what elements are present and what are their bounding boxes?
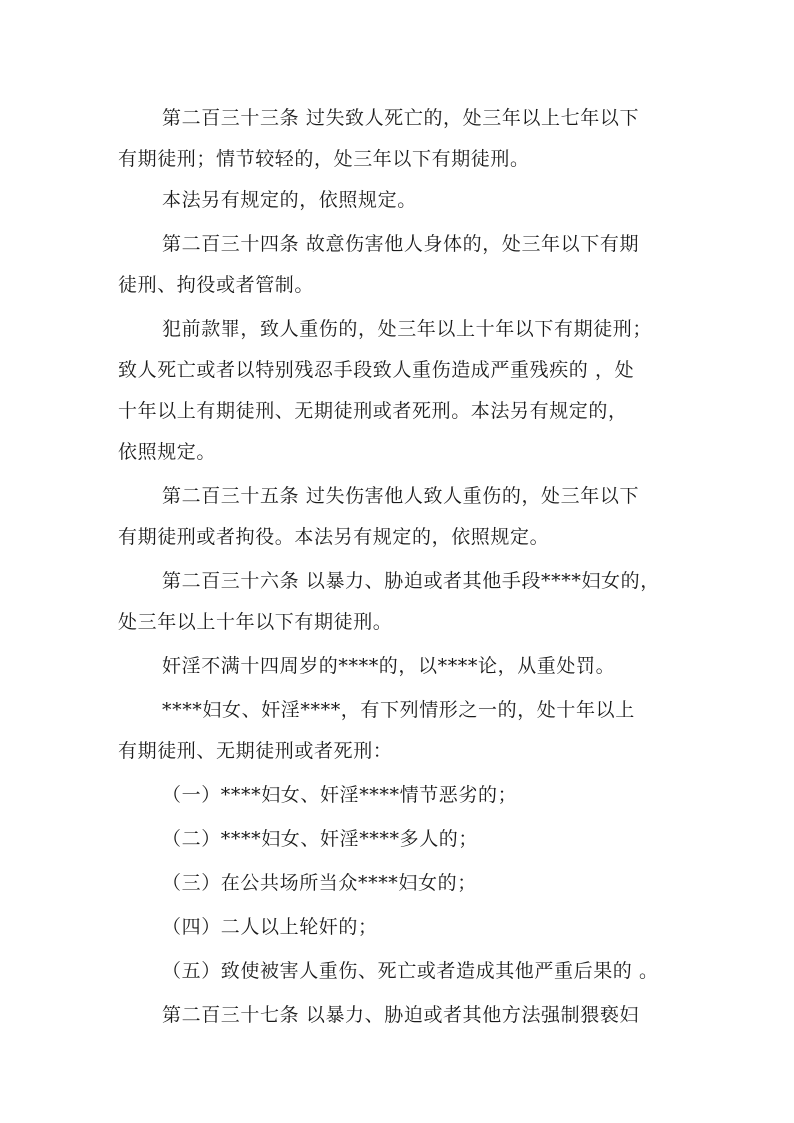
article-234-paragraph-2-line-1: 犯前款罪，致人重伤的，处三年以上十年以下有期徒刑；: [162, 318, 653, 340]
article-234-paragraph-2-line-4: 依照规定。: [118, 441, 217, 463]
article-236-item-5: （五）致使被害人重伤、死亡或者造成其他严重后果的 。: [162, 960, 659, 982]
article-236-item-1: （一）****妇女、奸淫****情节恶劣的；: [162, 784, 518, 806]
article-234-paragraph-2-line-2: 致人死亡或者以特别残忍手段致人重伤造成严重残疾的 ，处: [118, 359, 635, 381]
article-236-item-2: （二）****妇女、奸淫****多人的；: [162, 828, 479, 850]
article-236-paragraph-2: 奸淫不满十四周岁的****的，以****论，从重处罚。: [162, 655, 616, 677]
article-235-line-2: 有期徒刑或者拘役。本法另有规定的，依照规定。: [118, 526, 550, 548]
article-236-line-2: 处三年以上十年以下有期徒刑。: [118, 611, 393, 633]
article-233-line-2: 有期徒刑；情节较轻的，处三年以下有期徒刑。: [118, 148, 530, 170]
article-234-paragraph-2-line-3: 十年以上有期徒刑、无期徒刑或者死刑。本法另有规定的，: [118, 400, 628, 422]
article-236-item-4: （四）二人以上轮奸的；: [162, 916, 378, 938]
article-234-line-2: 徒刑、拘役或者管制。: [118, 274, 315, 296]
article-233-line-1: 第二百三十三条 过失致人死亡的，处三年以上七年以下: [162, 107, 640, 129]
article-233-paragraph-2: 本法另有规定的，依照规定。: [162, 189, 417, 211]
article-235-line-1: 第二百三十五条 过失伤害他人致人重伤的，处三年以下: [162, 485, 640, 507]
article-234-line-1: 第二百三十四条 故意伤害他人身体的，处三年以下有期: [162, 233, 640, 255]
article-236-item-3: （三）在公共场所当众****妇女的；: [162, 872, 477, 894]
article-236-paragraph-3-line-1: ****妇女、奸淫****，有下列情形之一的，处十年以上: [162, 699, 635, 721]
article-236-line-1: 第二百三十六条 以暴力、胁迫或者其他手段****妇女的，: [162, 570, 660, 592]
article-237-line-1: 第二百三十七条 以暴力、胁迫或者其他方法强制猥亵妇: [162, 1004, 640, 1026]
article-236-paragraph-3-line-2: 有期徒刑、无期徒刑或者死刑：: [118, 740, 393, 762]
